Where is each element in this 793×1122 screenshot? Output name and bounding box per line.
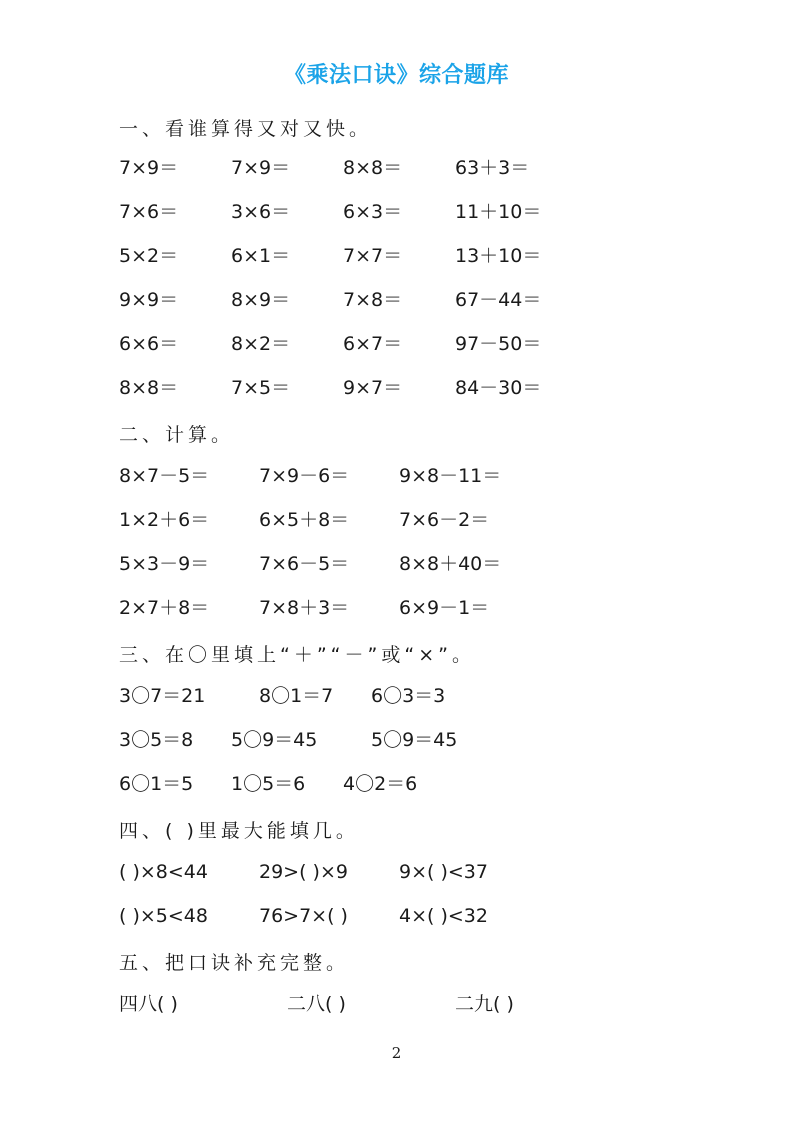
problem: 76>7×( ) xyxy=(259,905,348,927)
problem: ( )×5<48 xyxy=(119,905,208,927)
problem: 9×9＝ xyxy=(119,289,179,311)
problem: 7×6－5＝ xyxy=(259,553,350,575)
problem: 9×8－11＝ xyxy=(399,465,502,487)
problem: 84－30＝ xyxy=(455,377,542,399)
problem: 9×7＝ xyxy=(343,377,403,399)
problem: 4×( )<32 xyxy=(399,905,488,927)
problem: 6×7＝ xyxy=(343,333,403,355)
section-5-heading: 五、把口诀补充完整。 xyxy=(119,952,350,974)
problem: 5×3－9＝ xyxy=(119,553,210,575)
section-2-heading: 二、计算。 xyxy=(119,424,235,446)
problem: 4〇2＝6 xyxy=(343,773,418,795)
problem: 6〇1＝5 xyxy=(119,773,194,795)
problem: 6×5＋8＝ xyxy=(259,509,350,531)
problem: 5〇9＝45 xyxy=(371,729,458,751)
problem: 2×7＋8＝ xyxy=(119,597,210,619)
page-number: 2 xyxy=(391,1044,402,1062)
problem: 8×7－5＝ xyxy=(119,465,210,487)
problem: 3〇7＝21 xyxy=(119,685,206,707)
problem: 8×8＋40＝ xyxy=(399,553,502,575)
problem: 8×8＝ xyxy=(119,377,179,399)
section-1-heading: 一、看谁算得又对又快。 xyxy=(119,118,373,140)
problem: 6×9－1＝ xyxy=(399,597,490,619)
section-3-heading: 三、在〇里填上“＋”“－”或“×”。 xyxy=(119,644,475,666)
problem: 8×2＝ xyxy=(231,333,291,355)
problem: 8×8＝ xyxy=(343,157,403,179)
problem: 29>( )×9 xyxy=(259,861,348,883)
section-4-heading: 四、( )里最大能填几。 xyxy=(119,820,359,842)
problem: ( )×8<44 xyxy=(119,861,208,883)
problem: 63＋3＝ xyxy=(455,157,530,179)
problem: 97－50＝ xyxy=(455,333,542,355)
problem: 四八( ) xyxy=(119,993,178,1015)
problem: 13＋10＝ xyxy=(455,245,542,267)
problem: 7×8＋3＝ xyxy=(259,597,350,619)
problem: 二九( ) xyxy=(455,993,514,1015)
problem: 11＋10＝ xyxy=(455,201,542,223)
problem: 8〇1＝7 xyxy=(259,685,334,707)
problem: 7×6＝ xyxy=(119,201,179,223)
problem: 6〇3＝3 xyxy=(371,685,446,707)
problem: 9×( )<37 xyxy=(399,861,488,883)
worksheet-title: 《乘法口诀》综合题库 xyxy=(283,63,509,88)
problem: 7×5＝ xyxy=(231,377,291,399)
problem: 3×6＝ xyxy=(231,201,291,223)
problem: 7×9＝ xyxy=(119,157,179,179)
problem: 二八( ) xyxy=(287,993,346,1015)
problem: 67－44＝ xyxy=(455,289,542,311)
problem: 1〇5＝6 xyxy=(231,773,306,795)
problem: 5〇9＝45 xyxy=(231,729,318,751)
problem: 5×2＝ xyxy=(119,245,179,267)
problem: 6×3＝ xyxy=(343,201,403,223)
problem: 3〇5＝8 xyxy=(119,729,194,751)
problem: 7×9－6＝ xyxy=(259,465,350,487)
problem: 6×6＝ xyxy=(119,333,179,355)
problem: 8×9＝ xyxy=(231,289,291,311)
problem: 7×6－2＝ xyxy=(399,509,490,531)
problem: 7×7＝ xyxy=(343,245,403,267)
problem: 7×8＝ xyxy=(343,289,403,311)
problem: 6×1＝ xyxy=(231,245,291,267)
problem: 1×2＋6＝ xyxy=(119,509,210,531)
problem: 7×9＝ xyxy=(231,157,291,179)
